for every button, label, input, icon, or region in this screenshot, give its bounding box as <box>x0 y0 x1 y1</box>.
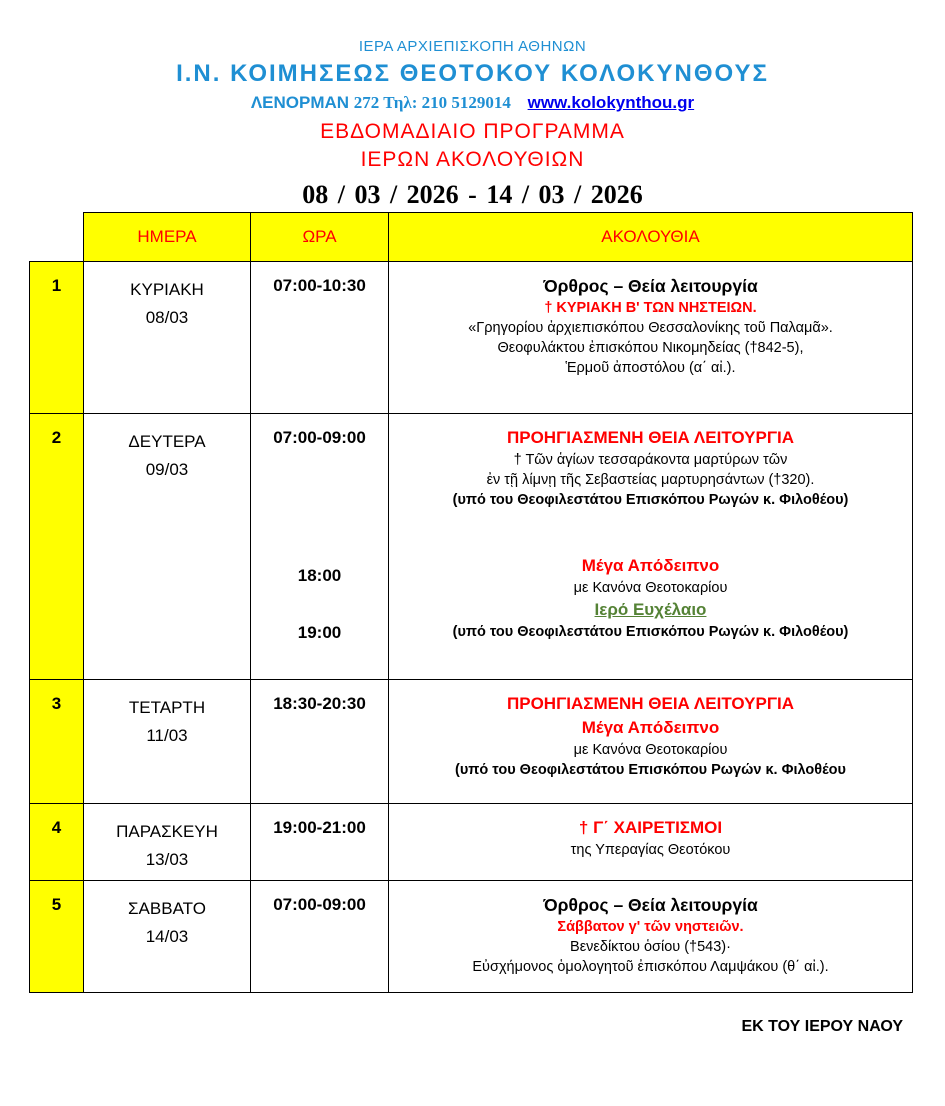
date-range: 08 / 03 / 2026 - 14 / 03 / 2026 <box>302 180 643 209</box>
service-title-2: Μέγα Απόδειπνο <box>581 718 720 737</box>
day-date: 13/03 <box>145 850 189 869</box>
service-title: Όρθρος – Θεία λειτουργία <box>543 895 758 915</box>
row-day <box>84 262 251 414</box>
row-number: 1 <box>30 262 84 414</box>
address-phone: 272 Τηλ: 210 5129014 <box>353 93 511 112</box>
header-time: ΩΡΑ <box>251 213 389 262</box>
day-name: ΤΕΤΑΡΤΗ <box>128 698 206 717</box>
header-day: ΗΜΕΡΑ <box>84 213 251 262</box>
day-date: 11/03 <box>146 726 188 745</box>
row-service <box>389 804 913 881</box>
row-day <box>84 680 251 804</box>
service-bishop: (υπό του Θεοφιλεστάτου Επισκόπου Ρωγών κ. Φιλοθέου <box>455 762 846 778</box>
service-title-3: Ιερό Ευχέλαιο <box>594 600 707 619</box>
service-title: ΠΡΟΗΓΙΑΣΜΕΝΗ ΘΕΙΑ ΛΕΙΤΟΥΡΓΙΑ <box>506 694 795 713</box>
day-date: 14/03 <box>145 927 189 946</box>
footer-signature: ΕΚ ΤΟΥ ΙΕΡΟΥ ΝΑΟΥ <box>741 1018 903 1035</box>
row-time: 19:00-21:00 <box>251 804 389 881</box>
contact-line <box>0 93 945 113</box>
service-title: ΠΡΟΗΓΙΑΣΜΕΝΗ ΘΕΙΑ ΛΕΙΤΟΥΡΓΙΑ <box>506 428 795 447</box>
service-saints-2: Εὐσχήμονος ὁμολογητοῦ ἐπισκόπου Λαμψάκου (θ΄ αἰ.). <box>472 959 829 975</box>
row-day <box>84 414 251 680</box>
day-name: ΔΕΥΤΕΡΑ <box>128 432 206 451</box>
service-feast: Σάββατον γ' τῶν νηστειῶν. <box>557 919 744 935</box>
header-service: ΑΚΟΛΟΥΘΙΑ <box>389 213 913 262</box>
row-service <box>389 680 913 804</box>
service-saints-1: Βενεδίκτου ὁσίου (†543)· <box>570 939 731 955</box>
service-saints-2: Θεοφυλάκτου ἐπισκόπου Νικομηδείας (†842-5), <box>497 340 804 356</box>
row-time: 07:00-09:00 <box>251 881 389 993</box>
day-name: ΣΑΒΒΑΤΟ <box>128 899 206 918</box>
service-saints-1: «Γρηγορίου ἀρχιεπισκόπου Θεσσαλονίκης τοῦ Παλαμᾶ». <box>468 320 833 336</box>
day-date: 09/03 <box>145 460 189 479</box>
row-day <box>84 881 251 993</box>
schedule-title: ΕΒΔΟΜΑΔΙΑΙΟ ΠΡΟΓΡΑΜΜΑ <box>320 120 625 143</box>
row-time: 18:30-20:30 <box>251 680 389 804</box>
archdiocese-title: ΙΕΡΑ ΑΡΧΙΕΠΙΣΚΟΠΗ ΑΘΗΝΩΝ <box>358 38 587 55</box>
day-date: 08/03 <box>145 308 189 327</box>
service-title: Όρθρος – Θεία λειτουργία <box>543 276 758 296</box>
row-number: 2 <box>30 414 84 680</box>
service-sub: της Υπεραγίας Θεοτόκου <box>570 842 731 858</box>
row-time <box>251 414 389 680</box>
header-blank <box>30 213 84 262</box>
row-number: 5 <box>30 881 84 993</box>
table-row <box>30 881 913 993</box>
schedule-subtitle: ΙΕΡΩΝ ΑΚΟΛΟΥΘΙΩΝ <box>360 148 585 171</box>
service-bishop-1: (υπό του Θεοφιλεστάτου Επισκόπου Ρωγών κ. Φιλοθέου) <box>452 492 849 508</box>
time-3: 19:00 <box>297 623 342 642</box>
table-row <box>30 804 913 881</box>
row-day <box>84 804 251 881</box>
service-feast: † ΚΥΡΙΑΚΗ Β' ΤΩΝ ΝΗΣΤΕΙΩΝ. <box>544 300 757 316</box>
service-bishop-2: (υπό του Θεοφιλεστάτου Επισκόπου Ρωγών κ. Φιλοθέου) <box>452 624 849 640</box>
table-row <box>30 414 913 680</box>
church-name: Ι.Ν. ΚΟΙΜΗΣΕΩΣ ΘΕΟΤΟΚΟΥ ΚΟΛΟΚΥΝΘΟΥΣ <box>176 60 769 87</box>
row-service <box>389 414 913 680</box>
row-service <box>389 881 913 993</box>
row-number: 3 <box>30 680 84 804</box>
row-service <box>389 262 913 414</box>
address-label: ΛΕΝΟΡΜΑΝ <box>250 93 350 112</box>
table-row <box>30 262 913 414</box>
row-time: 07:00-10:30 <box>251 262 389 414</box>
service-saints-2: ἐν τῇ λίμνῃ τῆς Σεβαστείας μαρτυρησάντων (†320). <box>486 472 815 488</box>
day-name: ΚΥΡΙΑΚΗ <box>130 280 204 299</box>
table-row <box>30 680 913 804</box>
header-row <box>30 213 913 262</box>
website-link[interactable]: www.kolokynthou.gr <box>527 93 695 112</box>
service-canon: με Κανόνα Θεοτοκαρίου <box>573 580 728 596</box>
service-canon: με Κανόνα Θεοτοκαρίου <box>573 742 728 758</box>
time-1: 07:00-09:00 <box>273 428 366 447</box>
row-number: 4 <box>30 804 84 881</box>
service-title: † Γ΄ ΧΑΙΡΕΤΙΣΜΟΙ <box>578 818 723 837</box>
service-saints-3: Ἑρμοῦ ἀποστόλου (α΄ αἰ.). <box>565 360 736 376</box>
day-name: ΠΑΡΑΣΚΕΥΗ <box>116 822 218 841</box>
service-saints-1: † Τῶν ἁγίων τεσσαράκοντα μαρτύρων τῶν <box>513 452 788 468</box>
schedule-table <box>29 212 913 993</box>
time-2: 18:00 <box>297 566 342 585</box>
service-title-2: Μέγα Απόδειπνο <box>581 556 720 575</box>
